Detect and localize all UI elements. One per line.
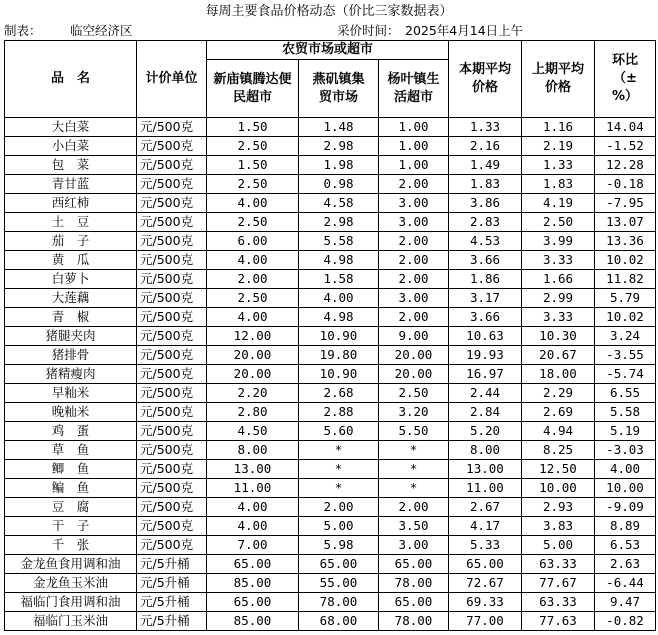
market-3-price: 78.00 (379, 612, 449, 631)
market-3-price: 2.00 (379, 175, 449, 194)
table-row (5, 327, 656, 346)
market-1-price: 1.50 (207, 156, 299, 175)
unit: 元/500克 (137, 498, 207, 517)
avg-current: 69.33 (449, 593, 522, 612)
change-percent: 5.58 (595, 403, 656, 422)
change-percent: -0.82 (595, 612, 656, 631)
item-name: 鲫 鱼 (5, 460, 137, 479)
header-unit: 计价单位 (137, 41, 207, 118)
avg-previous: 1.33 (522, 156, 595, 175)
market-2-price: 4.98 (299, 251, 379, 270)
avg-current: 3.66 (449, 251, 522, 270)
avg-current: 1.33 (449, 118, 522, 137)
table-row (5, 232, 656, 251)
table-row (5, 555, 656, 574)
time-value: 2025年4月14日上午 (405, 23, 524, 38)
market-3-price: 5.50 (379, 422, 449, 441)
change-percent: 2.63 (595, 555, 656, 574)
avg-previous: 2.50 (522, 213, 595, 232)
avg-previous: 3.33 (522, 308, 595, 327)
maker-label: 制表： (4, 23, 42, 38)
market-2-price: 55.00 (299, 574, 379, 593)
item-name: 草 鱼 (5, 441, 137, 460)
avg-current: 77.00 (449, 612, 522, 631)
market-2-price: 1.48 (299, 118, 379, 137)
avg-previous: 3.83 (522, 517, 595, 536)
market-1-price: 2.00 (207, 270, 299, 289)
avg-current: 13.00 (449, 460, 522, 479)
market-1-price: 2.50 (207, 213, 299, 232)
header-name: 品 名 (5, 41, 137, 118)
change-percent: 6.55 (595, 384, 656, 403)
item-name: 黄 瓜 (5, 251, 137, 270)
avg-previous: 2.99 (522, 289, 595, 308)
avg-current: 72.67 (449, 574, 522, 593)
avg-previous: 18.00 (522, 365, 595, 384)
item-name: 千 张 (5, 536, 137, 555)
unit: 元/500克 (137, 479, 207, 498)
avg-previous: 77.63 (522, 612, 595, 631)
market-1-price: 85.00 (207, 612, 299, 631)
avg-previous: 12.50 (522, 460, 595, 479)
market-3-price: 2.00 (379, 251, 449, 270)
market-1-price: 7.00 (207, 536, 299, 555)
market-2-price: 10.90 (299, 327, 379, 346)
item-name: 鳊 鱼 (5, 479, 137, 498)
header-market-2: 燕矶镇集贸市场 (299, 60, 379, 118)
avg-previous: 2.19 (522, 137, 595, 156)
table-row (5, 251, 656, 270)
market-1-price: 85.00 (207, 574, 299, 593)
avg-current: 65.00 (449, 555, 522, 574)
change-percent: 13.36 (595, 232, 656, 251)
table-row (5, 612, 656, 631)
item-name: 福临门玉米油 (5, 612, 137, 631)
market-2-price: 5.00 (299, 517, 379, 536)
market-2-price: 65.00 (299, 555, 379, 574)
avg-current: 2.44 (449, 384, 522, 403)
unit: 元/500克 (137, 441, 207, 460)
item-name: 豆 腐 (5, 498, 137, 517)
market-2-price: 4.00 (299, 289, 379, 308)
market-2-price: * (299, 441, 379, 460)
avg-current: 8.00 (449, 441, 522, 460)
market-3-price: 20.00 (379, 365, 449, 384)
market-2-price: 2.00 (299, 498, 379, 517)
unit: 元/500克 (137, 365, 207, 384)
market-3-price: 2.00 (379, 308, 449, 327)
item-name: 土 豆 (5, 213, 137, 232)
market-1-price: 2.50 (207, 137, 299, 156)
unit: 元/500克 (137, 536, 207, 555)
item-name: 大莲藕 (5, 289, 137, 308)
table-row (5, 574, 656, 593)
market-1-price: 13.00 (207, 460, 299, 479)
item-name: 金龙鱼玉米油 (5, 574, 137, 593)
table-row (5, 270, 656, 289)
change-percent: 13.07 (595, 213, 656, 232)
table-row (5, 175, 656, 194)
market-2-price: 2.68 (299, 384, 379, 403)
market-1-price: 4.50 (207, 422, 299, 441)
market-2-price: * (299, 479, 379, 498)
market-3-price: 1.00 (379, 137, 449, 156)
avg-current: 5.20 (449, 422, 522, 441)
unit: 元/500克 (137, 251, 207, 270)
market-2-price: 68.00 (299, 612, 379, 631)
avg-previous: 3.99 (522, 232, 595, 251)
unit: 元/5升桶 (137, 593, 207, 612)
item-name: 金龙鱼食用调和油 (5, 555, 137, 574)
market-1-price: 20.00 (207, 365, 299, 384)
item-name: 青 椒 (5, 308, 137, 327)
market-3-price: 2.50 (379, 384, 449, 403)
market-3-price: 3.00 (379, 194, 449, 213)
change-percent: 6.53 (595, 536, 656, 555)
unit: 元/500克 (137, 156, 207, 175)
avg-previous: 5.00 (522, 536, 595, 555)
table-row (5, 517, 656, 536)
market-3-price: 2.00 (379, 498, 449, 517)
unit: 元/500克 (137, 517, 207, 536)
change-percent: 9.47 (595, 593, 656, 612)
market-3-price: 2.00 (379, 270, 449, 289)
table-row (5, 593, 656, 612)
page-title: 每周主要食品价格动态（价比三家数据表） (205, 4, 453, 19)
change-percent: 5.19 (595, 422, 656, 441)
unit: 元/500克 (137, 175, 207, 194)
unit: 元/5升桶 (137, 612, 207, 631)
unit: 元/500克 (137, 118, 207, 137)
unit: 元/500克 (137, 403, 207, 422)
avg-previous: 8.25 (522, 441, 595, 460)
unit: 元/500克 (137, 422, 207, 441)
price-table (4, 40, 656, 631)
market-1-price: 2.20 (207, 384, 299, 403)
market-1-price: 2.50 (207, 175, 299, 194)
market-1-price: 4.00 (207, 308, 299, 327)
avg-current: 1.86 (449, 270, 522, 289)
change-percent: 3.24 (595, 327, 656, 346)
unit: 元/500克 (137, 460, 207, 479)
avg-current: 5.33 (449, 536, 522, 555)
market-1-price: 2.80 (207, 403, 299, 422)
market-2-price: 5.58 (299, 232, 379, 251)
market-2-price: 1.98 (299, 156, 379, 175)
market-2-price: 0.98 (299, 175, 379, 194)
item-name: 包 菜 (5, 156, 137, 175)
change-percent: -3.03 (595, 441, 656, 460)
avg-previous: 1.66 (522, 270, 595, 289)
unit: 元/500克 (137, 308, 207, 327)
avg-previous: 3.33 (522, 251, 595, 270)
table-row (5, 308, 656, 327)
market-1-price: 65.00 (207, 555, 299, 574)
market-3-price: 3.00 (379, 213, 449, 232)
change-percent: -7.95 (595, 194, 656, 213)
market-3-price: 65.00 (379, 593, 449, 612)
avg-previous: 2.29 (522, 384, 595, 403)
item-name: 猪排骨 (5, 346, 137, 365)
market-3-price: 65.00 (379, 555, 449, 574)
change-percent: 5.79 (595, 289, 656, 308)
table-row (5, 156, 656, 175)
market-3-price: 3.00 (379, 289, 449, 308)
market-3-price: 1.00 (379, 118, 449, 137)
market-1-price: 2.50 (207, 289, 299, 308)
market-1-price: 65.00 (207, 593, 299, 612)
change-percent: 14.04 (595, 118, 656, 137)
table-row (5, 498, 656, 517)
change-percent: 12.28 (595, 156, 656, 175)
market-3-price: 20.00 (379, 346, 449, 365)
header-market-1: 新庙镇腾达便民超市 (207, 60, 299, 118)
market-1-price: 4.00 (207, 517, 299, 536)
change-percent: -9.09 (595, 498, 656, 517)
market-3-price: * (379, 479, 449, 498)
table-row (5, 137, 656, 156)
unit: 元/500克 (137, 384, 207, 403)
table-row (5, 118, 656, 137)
avg-current: 1.49 (449, 156, 522, 175)
avg-previous: 63.33 (522, 593, 595, 612)
market-1-price: 6.00 (207, 232, 299, 251)
header-avg-previous: 上期平均价格 (522, 41, 595, 118)
avg-previous: 2.69 (522, 403, 595, 422)
market-2-price: * (299, 460, 379, 479)
market-2-price: 2.98 (299, 137, 379, 156)
avg-previous: 1.16 (522, 118, 595, 137)
item-name: 西红柿 (5, 194, 137, 213)
market-3-price: * (379, 460, 449, 479)
avg-current: 4.17 (449, 517, 522, 536)
market-3-price: 1.00 (379, 156, 449, 175)
change-percent: 10.02 (595, 251, 656, 270)
avg-current: 1.83 (449, 175, 522, 194)
market-2-price: 19.80 (299, 346, 379, 365)
market-2-price: 2.88 (299, 403, 379, 422)
market-3-price: 78.00 (379, 574, 449, 593)
change-percent: 4.00 (595, 460, 656, 479)
unit: 元/500克 (137, 270, 207, 289)
market-3-price: 9.00 (379, 327, 449, 346)
table-row (5, 213, 656, 232)
market-3-price: 3.20 (379, 403, 449, 422)
change-percent: 8.89 (595, 517, 656, 536)
header-market-3: 杨叶镇生活超市 (379, 60, 449, 118)
item-name: 猪精瘦肉 (5, 365, 137, 384)
header-market-group: 农贸市场或超市 (207, 41, 449, 60)
table-row (5, 194, 656, 213)
market-2-price: 4.98 (299, 308, 379, 327)
market-2-price: 4.58 (299, 194, 379, 213)
market-1-price: 12.00 (207, 327, 299, 346)
avg-previous: 10.30 (522, 327, 595, 346)
avg-current: 10.63 (449, 327, 522, 346)
unit: 元/500克 (137, 213, 207, 232)
avg-previous: 4.19 (522, 194, 595, 213)
item-name: 福临门食用调和油 (5, 593, 137, 612)
item-name: 大白菜 (5, 118, 137, 137)
time-label: 采价时间： (337, 23, 400, 38)
market-1-price: 1.50 (207, 118, 299, 137)
maker-value: 临空经济区 (70, 23, 133, 38)
header-change: 环比（±%） (595, 41, 656, 118)
avg-current: 2.83 (449, 213, 522, 232)
avg-current: 19.93 (449, 346, 522, 365)
item-name: 茄 子 (5, 232, 137, 251)
avg-current: 3.17 (449, 289, 522, 308)
table-row (5, 384, 656, 403)
change-percent: 10.02 (595, 308, 656, 327)
item-name: 干 子 (5, 517, 137, 536)
unit: 元/500克 (137, 232, 207, 251)
market-2-price: 1.58 (299, 270, 379, 289)
avg-current: 3.86 (449, 194, 522, 213)
market-2-price: 2.98 (299, 213, 379, 232)
market-3-price: 2.00 (379, 232, 449, 251)
market-1-price: 8.00 (207, 441, 299, 460)
item-name: 猪腿夹肉 (5, 327, 137, 346)
avg-current: 3.66 (449, 308, 522, 327)
avg-previous: 63.33 (522, 555, 595, 574)
avg-current: 4.53 (449, 232, 522, 251)
item-name: 早籼米 (5, 384, 137, 403)
item-name: 小白菜 (5, 137, 137, 156)
change-percent: -3.55 (595, 346, 656, 365)
unit: 元/500克 (137, 346, 207, 365)
avg-previous: 10.00 (522, 479, 595, 498)
avg-previous: 20.67 (522, 346, 595, 365)
change-percent: -1.52 (595, 137, 656, 156)
table-row (5, 536, 656, 555)
change-percent: -0.18 (595, 175, 656, 194)
item-name: 鸡 蛋 (5, 422, 137, 441)
header-avg-current: 本期平均价格 (449, 41, 522, 118)
avg-current: 16.97 (449, 365, 522, 384)
unit: 元/500克 (137, 327, 207, 346)
table-row (5, 479, 656, 498)
unit: 元/500克 (137, 137, 207, 156)
avg-current: 2.67 (449, 498, 522, 517)
market-1-price: 4.00 (207, 194, 299, 213)
table-row (5, 346, 656, 365)
market-2-price: 10.90 (299, 365, 379, 384)
market-1-price: 11.00 (207, 479, 299, 498)
avg-current: 11.00 (449, 479, 522, 498)
table-row (5, 422, 656, 441)
market-1-price: 4.00 (207, 498, 299, 517)
market-3-price: 3.50 (379, 517, 449, 536)
change-percent: 10.00 (595, 479, 656, 498)
item-name: 青甘蓝 (5, 175, 137, 194)
item-name: 晚籼米 (5, 403, 137, 422)
table-row (5, 441, 656, 460)
unit: 元/5升桶 (137, 555, 207, 574)
market-1-price: 20.00 (207, 346, 299, 365)
unit: 元/500克 (137, 289, 207, 308)
table-row (5, 289, 656, 308)
change-percent: -5.74 (595, 365, 656, 384)
table-row (5, 365, 656, 384)
change-percent: -6.44 (595, 574, 656, 593)
avg-previous: 2.93 (522, 498, 595, 517)
avg-current: 2.16 (449, 137, 522, 156)
table-row (5, 460, 656, 479)
avg-previous: 1.83 (522, 175, 595, 194)
market-2-price: 5.60 (299, 422, 379, 441)
avg-previous: 4.94 (522, 422, 595, 441)
market-2-price: 78.00 (299, 593, 379, 612)
market-2-price: 5.98 (299, 536, 379, 555)
unit: 元/5升桶 (137, 574, 207, 593)
market-3-price: * (379, 441, 449, 460)
item-name: 白萝卜 (5, 270, 137, 289)
market-1-price: 4.00 (207, 251, 299, 270)
avg-previous: 77.67 (522, 574, 595, 593)
table-row (5, 403, 656, 422)
avg-current: 2.84 (449, 403, 522, 422)
unit: 元/500克 (137, 194, 207, 213)
market-3-price: 3.00 (379, 536, 449, 555)
change-percent: 11.82 (595, 270, 656, 289)
